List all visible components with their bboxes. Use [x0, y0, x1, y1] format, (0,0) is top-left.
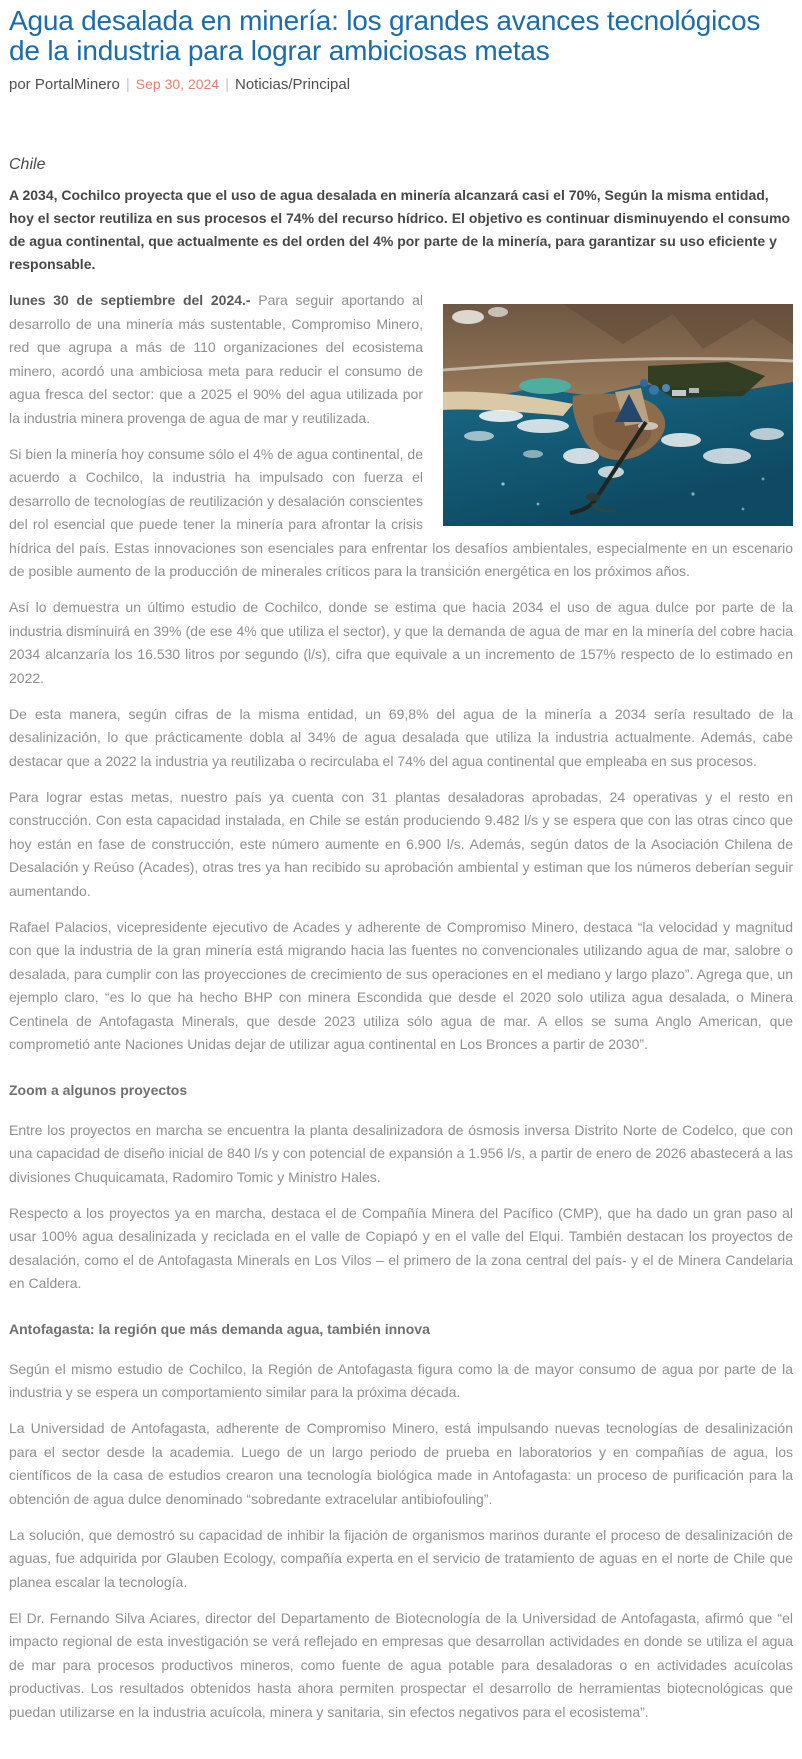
body-paragraph [9, 786, 793, 904]
date-lead: lunes 30 de septiembre del 2024.- [9, 292, 251, 308]
paragraph-text: Respecto a los proyectos ya en marcha, destaca el de Compañía Minera del Pacífico (CMP), que ha dado un gran paso al usar 100% agua desalinizada y reciclada en el valle de Copiapó y en el valle del Elqui. También destacan los proyectos de desalación, como el de Antofagasta Minerals en Los Vilos – el primero de la zona central del país- y el de Minera Candelaria en Caldera. [9, 1204, 793, 1291]
body-paragraph [9, 596, 793, 690]
paragraph-text: La solución, que demostró su capacidad de inhibir la fijación de organismos marinos durante el proceso de desalinización de aguas, fue adquirida por Glauben Ecology, compañía experta en el servicio de tratamiento de aguas en el norte de Chile que planea escalar la tecnología. [9, 1526, 793, 1590]
paragraph-text: Para seguir aportando al desarrollo de una minería más sustentable, Compromiso Minero, red que agrupa a más de 110 organizaciones del ecosistema minero, acordó una ambiciosa meta para reducir el consumo de agua fresca del sector: que a 2025 el 90% del agua utilizada por la industria minera provenga de agua de mar y reutilizada. [9, 292, 424, 426]
article-body [9, 289, 793, 1724]
byline-date: Sep 30, 2024 [135, 76, 220, 92]
byline-separator: | [225, 76, 229, 93]
paragraph-text: Así lo demuestra un último estudio de Cochilco, donde se estima que hacia 2034 el uso de agua dulce por parte de la industria disminuirá en 39% (de ese 4% que utiliza el sector), y que la demanda de agua de mar en la minería del cobre hacia 2034 alcanzaría los 16.530 litros por segundo (l/s), cifra que equivale a un incremento de 157% respecto de lo estimado en 2022. [9, 599, 793, 686]
desalination-plant-aerial-photo [443, 304, 793, 526]
body-paragraph [9, 1607, 793, 1725]
subheading-antofagasta: Antofagasta: la región que más demanda agua, también innova [9, 1320, 430, 1337]
paragraph-text: Según el mismo estudio de Cochilco, la Región de Antofagasta figura como la de mayor consumo de agua por parte de la industria y se espera un comportamiento similar para la próxima década. [9, 1360, 793, 1400]
paragraph-text: De esta manera, según cifras de la misma entidad, un 69,8% del agua de la minería a 2034 sería resultado de la desalinización, lo que prácticamente dobla al 34% de agua desalada que utiliza la industria actualmente. Además, cabe destacar que a 2022 la industria ya reutilizaba o recirculaba el 74% del agua continental que empleaba en sus procesos. [9, 705, 793, 769]
paragraph-text: Entre los proyectos en marcha se encuentra la planta desalinizadora de ósmosis inversa Distrito Norte de Codelco, que con una capacidad de diseño inicial de 840 l/s y con potencial de expansión a 1.956 l/s, a partir de enero de 2026 abastecerá a las divisiones Chuquicamata, Radomiro Tomic y Ministro Hales. [9, 1121, 793, 1185]
location-label: Chile [9, 156, 46, 173]
paragraph-text: Si bien la minería hoy consume sólo el 4% de agua continental, de acuerdo a Cochilco, la industria ha impulsado con fuerza el desarrollo de tecnologías de reutilización y desalación conscientes del rol esencial que puede tener la minería para afrontar la crisis hídrica del país. Estas innovaciones son esenciales para enfrentar los desafíos ambientales, especialmente en un escenario de posible aumento de la producción de minerales críticos para la transición energética en los próximos años. [9, 445, 793, 579]
byline-author[interactable]: por PortalMinero [9, 76, 120, 93]
intro-paragraph: A 2034, Cochilco proyecta que el uso de agua desalada en minería alcanzará casi el 70%, Según la misma entidad, hoy el sector reutiliza en sus procesos el 74% del recurso hídrico. El objetivo es continuar disminuyendo el consumo de agua continental, que actualmente es del orden del 4% por parte de la minería, para garantizar su uso eficiente y responsable. [9, 187, 791, 272]
paragraph-text: La Universidad de Antofagasta, adherente de Compromiso Minero, está impulsando nuevas tecnologías de desalinización para el sector desde la academia. Luego de un largo periodo de prueba en laboratorios y en compañías de agua, los científicos de la casa de estudios crearon una tecnología biológica made in Antofagasta: un proceso de purificación para la obtención de agua dulce denominado “sobredante extracelular antibiofouling”. [9, 1420, 793, 1507]
body-paragraph [9, 916, 793, 1057]
byline-category[interactable]: Noticias/Principal [235, 76, 351, 93]
body-paragraph [9, 1524, 793, 1595]
paragraph-text: Para lograr estas metas, nuestro país ya cuenta con 31 plantas desaladoras aprobadas, 24 operativas y el resto en construcción. Con esta capacidad instalada, en Chile se están produciendo 9.482 l/s y se espera que con las otras cinco que hoy están en fase de construcción, este número aumente en 6.900 l/s. Además, según datos de la Asociación Chilena de Desalación y Reúso (Acades), otras tres ya han recibido su aprobación ambiental y estiman que los números deberían seguir aumentando. [9, 788, 793, 899]
paragraph-text: Rafael Palacios, vicepresidente ejecutivo de Acades y adherente de Compromiso Minero, destaca “la velocidad y magnitud con que la industria de la gran minería está migrando hacia las fuentes no convencionales utilizando agua de mar, salobre o desalada, para cumplir con las proyecciones de crecimiento de sus operaciones en el mediano y largo plazo”. Agrega que, un ejemplo claro, “es lo que ha hecho BHP con minera Escondida que desde el 2020 solo utiliza agua desalada, o Minera Centinela de Antofagasta Minerals, que desde 2023 utiliza sólo agua de mar. A ellos se suma Anglo American, que comprometió ante Naciones Unidas dejar de utilizar agua continental en Los Bronces a partir de 2030”. [9, 918, 793, 1052]
article-title: Agua desalada en minería: los grandes avances tecnológicos de la industria para lograr ambiciosas metas [9, 5, 761, 66]
body-paragraph [9, 1417, 793, 1511]
body-paragraph [9, 1358, 793, 1405]
body-paragraph [9, 703, 793, 774]
body-paragraph [9, 1119, 793, 1190]
body-paragraph [9, 1202, 793, 1296]
aerial-photo-graphic [443, 304, 793, 526]
byline-separator: | [125, 76, 130, 93]
byline [9, 76, 793, 93]
paragraph-text: El Dr. Fernando Silva Aciares, director del Departamento de Biotecnología de la Universidad de Antofagasta, afirmó que “el impacto regional de esta investigación se verá reflejado en empresas que desarrollan actividades en donde se utiliza el agua de mar para procesos productivos mineros, como fuente de agua potable para desaladoras o en actividades acuícolas productivas. Los resultados obtenidos hasta ahora permiten prospectar el desarrollo de herramientas biotecnológicas que puedan utilizarse en la industria acuícola, minera y sanitaria, sin efectos negativos para el ecosistema”. [9, 1609, 793, 1720]
subheading-projects: Zoom a algunos proyectos [9, 1081, 188, 1098]
